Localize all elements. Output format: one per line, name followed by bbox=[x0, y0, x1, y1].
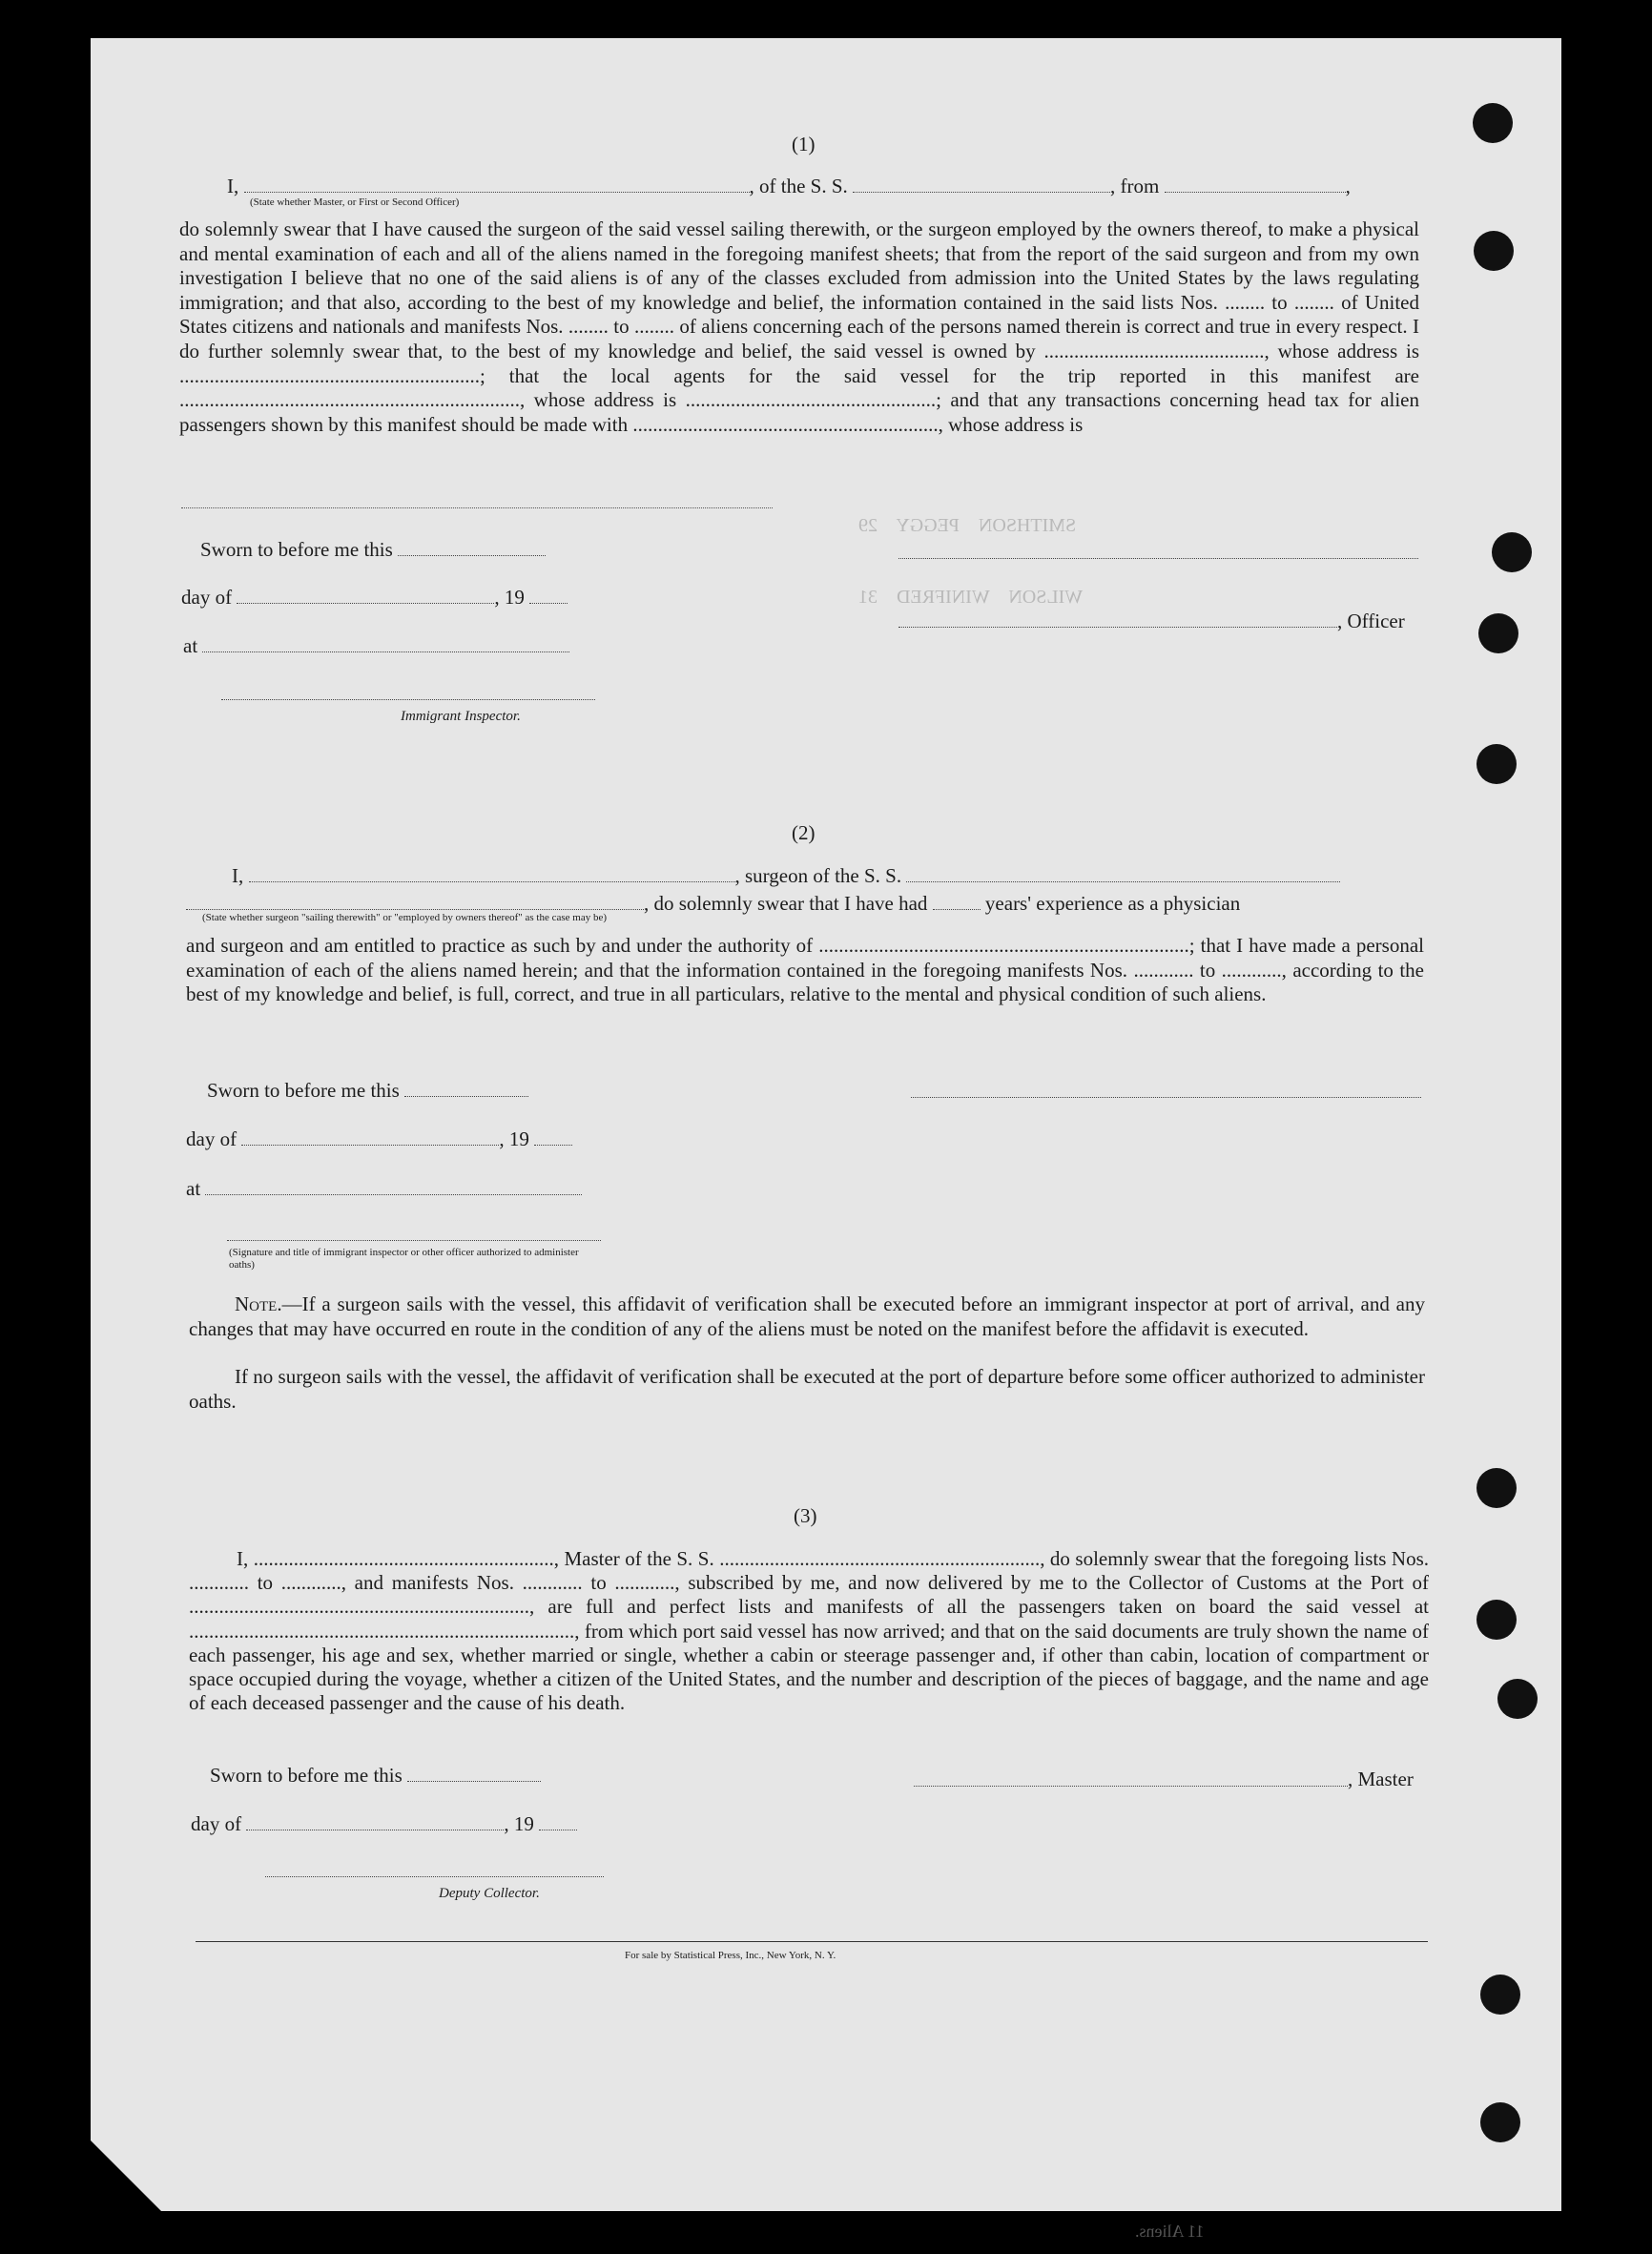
sworn-label-3 bbox=[210, 1763, 541, 1788]
vessel-name-field[interactable] bbox=[853, 175, 1110, 193]
note-label: Note. bbox=[235, 1292, 282, 1315]
punch-hole bbox=[1492, 532, 1532, 572]
deputy-signature-line bbox=[265, 1876, 604, 1877]
punch-hole bbox=[1476, 744, 1517, 784]
note2-text: If no surgeon sails with the vessel, the affidavit of verification shall be executed at the port of departure before some officer authorized to administer oaths. bbox=[189, 1365, 1425, 1413]
section-3-text: I, ............................................................, Master of the S. S. ................................................................, do solemnly swear that the foregoing lists Nos. ............ to ............, and manifests Nos. ............ to ............, subscribed by me, and now delivered by me to the Collector of Customs at the Port of ...................................................................., are full and perfect lists and manifests of all the passengers taken on board the said vessel at ............................................................................., from which port said vessel has now arrived; and that on the said documents are truly shown the name of each passenger, his age and sex, whether married or single, whether a cabin or steerage passenger and, if other than cabin, location of compartment or space occupied during the voyage, whether a citizen of the United States, and the number and description of the pieces of baggage, and the name and age of each deceased passenger and the cause of his death. bbox=[189, 1547, 1429, 1715]
punch-hole bbox=[1480, 2102, 1520, 2142]
at-place-field[interactable] bbox=[202, 634, 569, 652]
officer-label: , Officer bbox=[1337, 610, 1405, 632]
month-field[interactable] bbox=[237, 586, 494, 604]
punch-hole bbox=[1497, 1679, 1538, 1719]
officer-note: (State whether Master, or First or Second Officer) bbox=[250, 196, 460, 208]
years-field[interactable] bbox=[933, 892, 981, 910]
surgeon-type-field[interactable] bbox=[186, 892, 644, 910]
year-text: , 19 bbox=[499, 1127, 529, 1150]
inspector-signature-line bbox=[221, 699, 595, 700]
at-line-2 bbox=[186, 1176, 582, 1201]
sworn-text: Sworn to before me this bbox=[200, 538, 393, 561]
day-of-line-1 bbox=[181, 585, 568, 610]
punch-hole bbox=[1476, 1468, 1517, 1508]
footer-rule bbox=[196, 1941, 1428, 1942]
sworn-text: Sworn to before me this bbox=[207, 1079, 400, 1102]
month-field-3[interactable] bbox=[246, 1812, 504, 1830]
clipped-corner bbox=[91, 2140, 162, 2212]
oath-i: I, bbox=[232, 864, 244, 887]
day-of-text: day of bbox=[181, 586, 233, 609]
day-of-line-3 bbox=[191, 1811, 577, 1836]
section-1-body bbox=[179, 217, 1419, 437]
sworn-date-field[interactable] bbox=[398, 538, 546, 556]
punch-hole bbox=[1480, 1975, 1520, 2015]
divider-line bbox=[181, 507, 773, 508]
day-of-text: day of bbox=[186, 1127, 237, 1150]
surgeon-name-field[interactable] bbox=[249, 864, 735, 882]
at-line-1 bbox=[183, 633, 569, 658]
officer-name-field[interactable] bbox=[244, 175, 750, 193]
section-1-oath-line bbox=[227, 174, 1351, 198]
section-3-body bbox=[189, 1547, 1429, 1715]
at-text: at bbox=[183, 634, 198, 657]
master-label: , Master bbox=[1348, 1768, 1414, 1790]
sworn-date-field-3[interactable] bbox=[407, 1764, 541, 1782]
bleed-through-text: SMITHSON PEGGY 29 bbox=[858, 515, 1077, 536]
of-ss-label: , of the S. S. bbox=[749, 175, 848, 197]
month-field-2[interactable] bbox=[241, 1127, 499, 1146]
section-1-number: (1) bbox=[792, 133, 816, 155]
note-paragraph bbox=[189, 1292, 1425, 1341]
section-2-text: and surgeon and am entitled to practice as such by and under the authority of ..........................................................................; that I have made a personal examination of each of the aliens named herein; and that the information contained in the foregoing manifests Nos. ............ to ............, according to the best of my knowledge and belief, is full, correct, and true in all particulars, relative to the mental and physical condition of such aliens. bbox=[186, 934, 1424, 1006]
year-text: , 19 bbox=[504, 1812, 534, 1835]
surgeon-signature-line bbox=[911, 1097, 1421, 1098]
punch-hole bbox=[1474, 231, 1514, 271]
oath-i: I, bbox=[227, 175, 239, 197]
note2-paragraph bbox=[189, 1365, 1425, 1414]
from-port-field[interactable] bbox=[1165, 175, 1346, 193]
day-of-text: day of bbox=[191, 1812, 242, 1835]
punch-hole bbox=[1478, 613, 1518, 653]
footer-text: For sale by Statistical Press, Inc., New York, N. Y. bbox=[625, 1950, 836, 1961]
section-2-body bbox=[186, 934, 1424, 1007]
at-text: at bbox=[186, 1177, 201, 1200]
year-field-2[interactable] bbox=[534, 1127, 572, 1146]
signature-line-2 bbox=[227, 1240, 601, 1241]
master-signature-line bbox=[914, 1786, 1348, 1787]
bleed-through-text: WILSON WINIFRED 31 bbox=[858, 587, 1084, 608]
year-text: , 19 bbox=[494, 586, 525, 609]
sworn-label-1 bbox=[200, 537, 546, 562]
officer-signature-line bbox=[898, 627, 1337, 628]
years-experience-label: years' experience as a physician bbox=[984, 892, 1241, 915]
bottom-stamp: 11 Aliens. bbox=[1135, 2222, 1205, 2241]
note-text: —If a surgeon sails with the vessel, this affidavit of verification shall be executed before an immigrant inspector at port of arrival, and any changes that may have occurred en route in the condition of any of the aliens must be noted on the manifest before the affidavit is executed. bbox=[189, 1292, 1425, 1340]
deputy-collector-label: Deputy Collector. bbox=[439, 1886, 540, 1901]
section-2-number: (2) bbox=[792, 821, 816, 844]
section-2-oath-line bbox=[232, 863, 1340, 888]
from-label: , from bbox=[1110, 175, 1160, 197]
swear-had-label: , do solemnly swear that I have had bbox=[644, 892, 928, 915]
year-field[interactable] bbox=[529, 586, 568, 604]
line-end: , bbox=[1345, 175, 1351, 197]
surgeon-of-ss-label: , surgeon of the S. S. bbox=[734, 864, 902, 887]
punch-hole bbox=[1473, 103, 1513, 143]
at-place-field-2[interactable] bbox=[205, 1177, 582, 1195]
day-of-line-2 bbox=[186, 1127, 572, 1151]
officer-signature-line-a bbox=[898, 558, 1418, 559]
signature-note: (Signature and title of immigrant inspector or other officer authorized to administer oaths) bbox=[229, 1247, 579, 1271]
immigrant-inspector-label: Immigrant Inspector. bbox=[401, 709, 521, 724]
sworn-date-field-2[interactable] bbox=[404, 1079, 528, 1097]
sworn-label-2 bbox=[207, 1078, 528, 1103]
section-1-text: do solemnly swear that I have caused the surgeon of the said vessel sailing therewith, or the surgeon employed by the owners thereof, to make a physical and mental examination of each and all of the aliens named in the foregoing manifest sheets; that from the report of the said surgeon and from my own investigation I believe that no one of the said aliens is of any of the classes excluded from admission into the United States by the laws regulating immigration; and that also, according to the best of my knowledge and belief, the information contained in the said lists Nos. ........ to ........ of United States citizens and nationals and manifests Nos. ........ to ........ of aliens concerning each of the persons named therein is correct and true in every respect. I do further solemnly swear that, to the best of my knowledge and belief, the said vessel is owned by ............................................, whose address is ............................................................; that the local agents for the said vessel for the trip reported in this manifest are ...................................................................., whose address is ..................................................; and that any transactions concerning head tax for alien passengers shown by this manifest should be made with ............................................................., whose address is bbox=[179, 217, 1419, 436]
section-3-number: (3) bbox=[794, 1504, 817, 1527]
year-field-3[interactable] bbox=[539, 1812, 577, 1830]
punch-hole bbox=[1476, 1600, 1517, 1640]
vessel-name-field-2[interactable] bbox=[906, 864, 1340, 882]
sworn-text: Sworn to before me this bbox=[210, 1764, 403, 1787]
surgeon-note: (State whether surgeon "sailing therewith" or "employed by owners thereof" as the case may be) bbox=[202, 912, 608, 923]
